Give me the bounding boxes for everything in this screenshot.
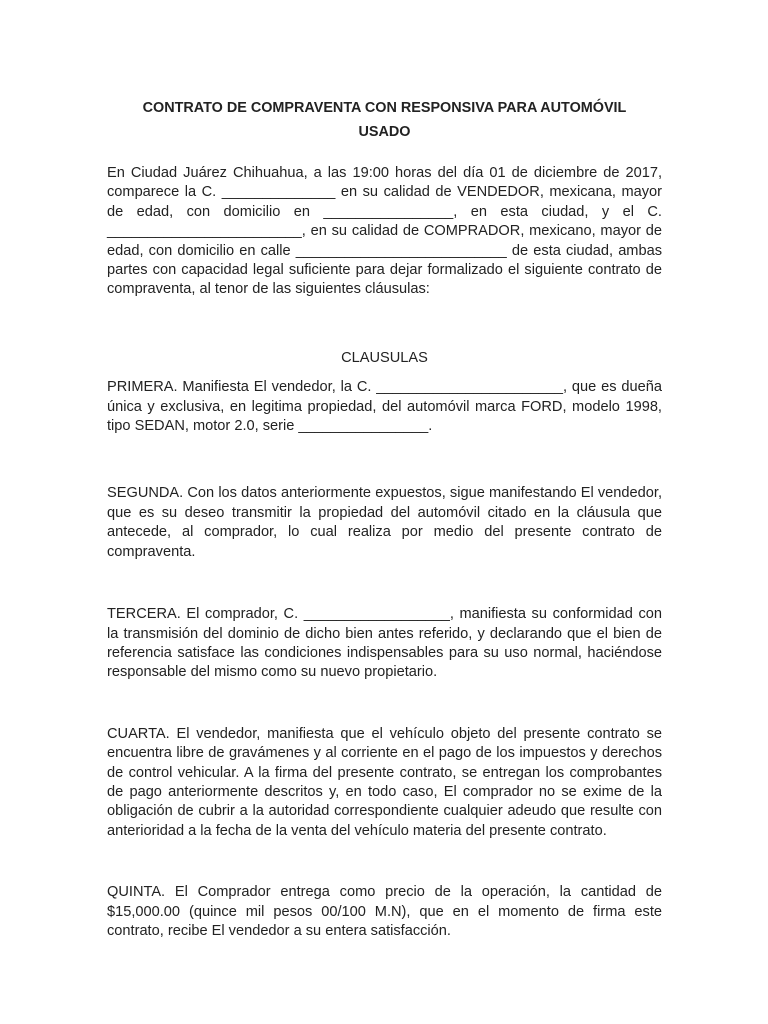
- document-body: [107, 96, 662, 941]
- document-title: [107, 96, 662, 144]
- intro-paragraph: En Ciudad Juárez Chihuahua, a las 19:00 horas del día 01 de diciembre de 2017, comparece la C. ______________ en su calidad de VENDEDOR, mexicana, mayor de edad, con domicilio en ________________, en esta ciudad, y el C. ________________________, en su calidad de COMPRADOR, mexicano, mayor de edad, con domicilio en calle __________________________ de esta ciudad, ambas partes con capacidad legal suficiente para dejar formalizado el siguiente contrato de compraventa, al tenor de las siguientes cláusulas:: [107, 165, 662, 298]
- clause-quinta: QUINTA. El Comprador entrega como precio de la operación, la cantidad de $15,000.00 (quince mil pesos 00/100 M.N), que en el momento de firma este contrato, recibe El vendedor a su entera satisfacción.: [107, 884, 662, 939]
- clause-primera: PRIMERA. Manifiesta El vendedor, la C. _______________________, que es dueña única y exclusiva, en legitima propiedad, del automóvil marca FORD, modelo 1998, tipo SEDAN, motor 2.0, serie ________________.: [107, 379, 662, 435]
- clause-tercera: TERCERA. El comprador, C. __________________, manifiesta su conformidad con la transmisión del dominio de dicho bien antes referido, y declarando que el bien de referencia satisface las condiciones indispensables para su uso normal, haciéndose responsable del mismo como su nuevo propietario.: [107, 606, 662, 681]
- clauses-heading: CLAUSULAS: [341, 349, 428, 366]
- clause-segunda: SEGUNDA. Con los datos anteriormente expuestos, sigue manifestando El vendedor, que es su deseo transmitir la propiedad del automóvil citado en la cláusula que antecede, al comprador, lo cual realiza por medio del presente contrato de compraventa.: [107, 485, 662, 560]
- document-title-line-2: USADO: [358, 124, 411, 140]
- clause-cuarta: CUARTA. El vendedor, manifiesta que el vehículo objeto del presente contrato se encuentra libre de gravámenes y al corriente en el pago de los impuestos y derechos de control vehicular. A la firma del presente contrato, se entregan los comprobantes de pago anteriormente descritos y, en todo caso, El comprador no se exime de la obligación de cubrir a la autoridad correspondiente cualquier adeudo que resulte con anterioridad a la fecha de la venta del vehículo materia del presente contrato.: [107, 725, 662, 839]
- document-title-line-1: CONTRATO DE COMPRAVENTA CON RESPONSIVA PARA AUTOMÓVIL: [142, 100, 627, 116]
